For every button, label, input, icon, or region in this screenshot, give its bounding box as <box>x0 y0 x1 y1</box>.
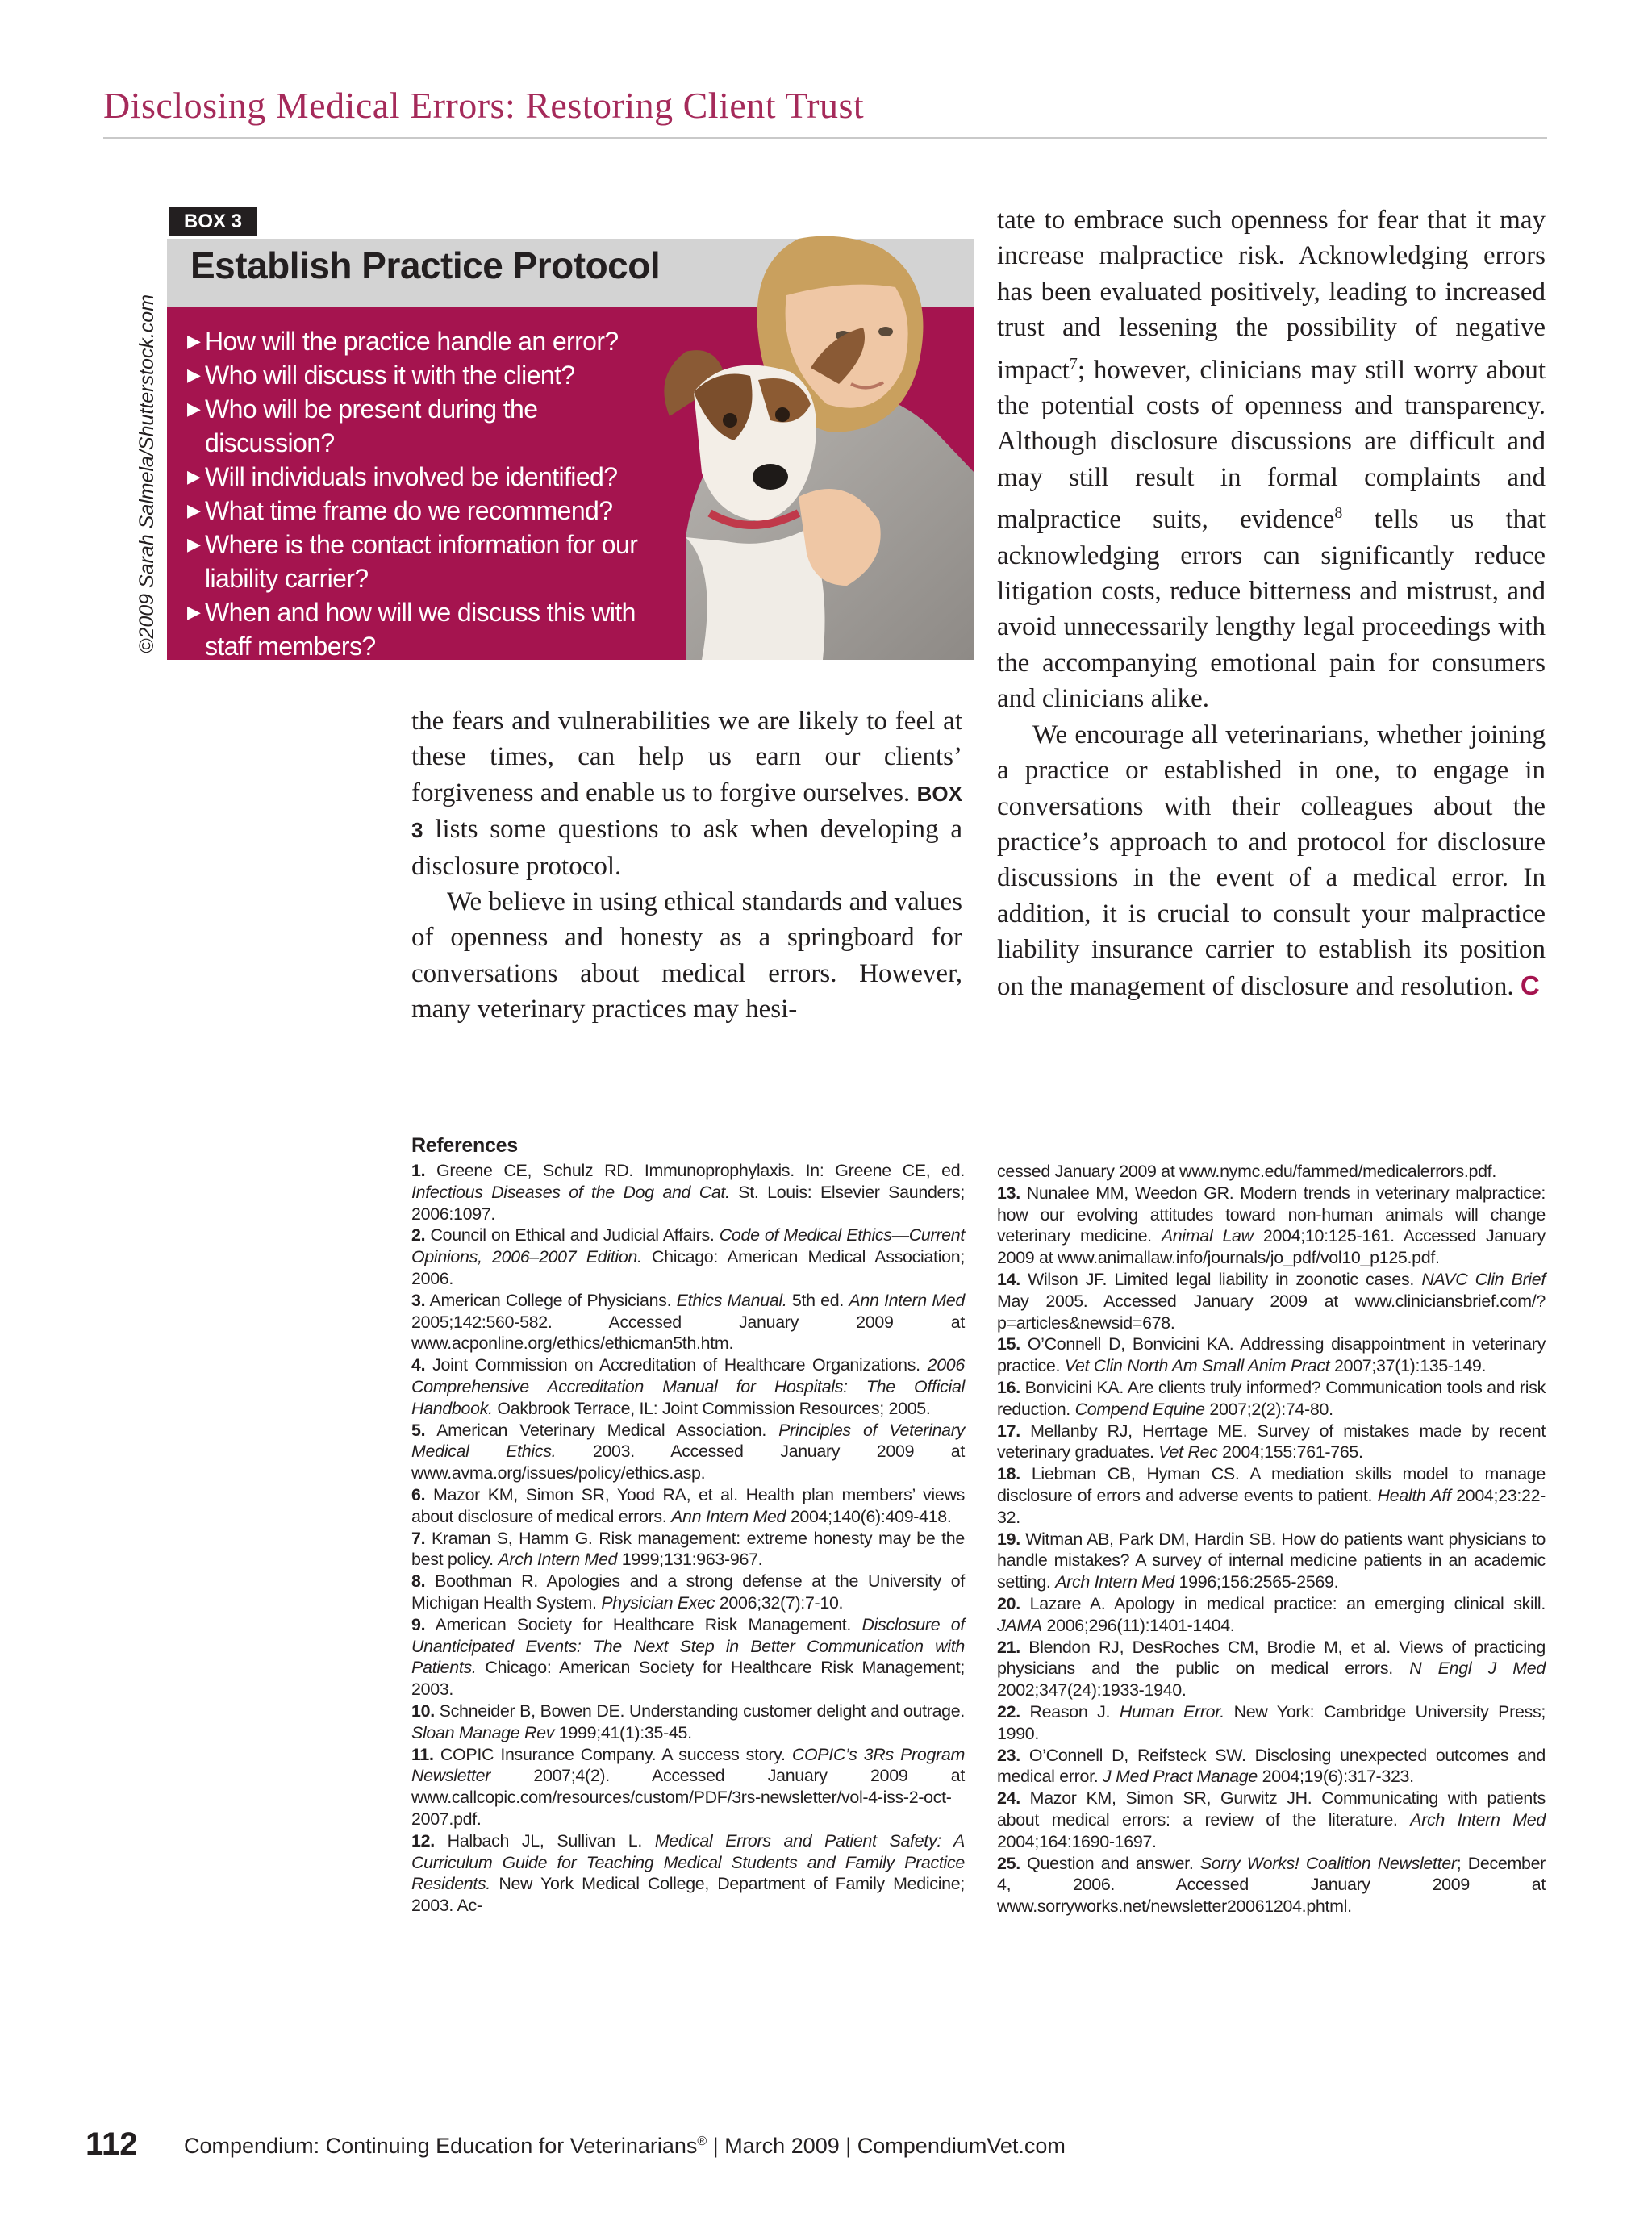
reference-text: May 2005. Accessed January 2009 at www.cliniciansbrief.com/?p=articles&newsid=678. <box>997 1291 1546 1333</box>
reference-text: cessed January 2009 at www.nymc.edu/fammed/medicalerrors.pdf. <box>997 1162 1496 1181</box>
reference-source: Infectious Diseases of the Dog and Cat. <box>411 1182 730 1202</box>
footer-journal <box>184 2134 1066 2159</box>
reference-number: 9. <box>411 1614 426 1634</box>
reference-number: 22. <box>997 1701 1020 1721</box>
reference-text: 2002;347(24):1933-1940. <box>997 1680 1187 1700</box>
reference-number: 6. <box>411 1484 426 1504</box>
reference-text: American College of Physicians. <box>425 1290 677 1310</box>
reference-entry <box>997 1269 1546 1333</box>
reference-text: Question and answer. <box>1020 1853 1200 1873</box>
reference-entry <box>411 1484 965 1528</box>
reference-text: 1996;156:2565-2569. <box>1174 1572 1339 1592</box>
reference-source: Physician Exec <box>601 1592 715 1613</box>
reference-source: Arch Intern Med <box>498 1550 618 1570</box>
body-text: tate to embrace such openness for fear that it may increase malpractice risk. Acknowledging errors has been evaluated positively, leading to increased trust and lessening the possibility of negative impact <box>997 206 1546 385</box>
reference-text: Kraman S, Hamm G. Risk management: extreme honesty may be the best policy. <box>411 1528 965 1570</box>
reference-text: Greene CE, Schulz RD. Immunoprophylaxis. In: Greene CE, ed. <box>425 1161 965 1180</box>
reference-entry <box>411 1614 965 1700</box>
reference-text: Liebman CB, Hyman CS. A mediation skills model to manage disclosure of errors and adverse events to patient. <box>997 1464 1546 1505</box>
reference-entry <box>411 1290 965 1354</box>
reference-text: Bonvicini KA. Are clients truly informed? Communication tools and risk reduction. <box>997 1377 1546 1419</box>
protocol-question <box>187 324 671 358</box>
reference-text: 2006;296(11):1401-1404. <box>1041 1615 1235 1635</box>
triangle-bullet-icon: ▶ <box>187 602 201 622</box>
protocol-question-text: How will the practice handle an error? <box>205 327 619 356</box>
protocol-question-text: When and how will we discuss this with staff members? <box>205 598 636 661</box>
reference-text: Reason J. <box>1020 1701 1120 1721</box>
protocol-question-text: Where is the contact information for our liability carrier? <box>205 530 638 593</box>
reference-text: 2004;19(6):317-323. <box>1258 1767 1414 1787</box>
reference-source: NAVC Clin Brief <box>1421 1269 1546 1289</box>
reference-text: Mazor KM, Simon SR, Yood RA, et al. Health plan members’ views about disclosure of medical errors. <box>411 1484 965 1526</box>
reference-text: 2007;4(2). Accessed January 2009 at www.callcopic.com/resources/custom/PDF/3rs-newsletter/vol-4-iss-2-oct-2007.pdf. <box>411 1766 965 1829</box>
reference-text: Mazor KM, Simon SR, Gurwitz JH. Communicating with patients about medical errors: a review of the literature. <box>997 1788 1546 1830</box>
reference-text: Witman AB, Park DM, Hardin SB. How do patients want physicians to handle mistakes? A survey of internal medicine patients in an academic setting. <box>997 1529 1546 1592</box>
reference-text: Halbach JL, Sullivan L. <box>434 1830 655 1851</box>
protocol-question-text: What time frame do we recommend? <box>205 496 613 525</box>
reference-number: 18. <box>997 1464 1020 1484</box>
body-paragraph <box>411 703 962 884</box>
reference-entry <box>997 1788 1546 1852</box>
reference-source: JAMA <box>997 1615 1042 1635</box>
reference-source: Disclosure of Unanticipated Events: The Next Step in Better Communication with Patients. <box>411 1614 965 1678</box>
child-with-dog-photo <box>637 231 974 660</box>
body-column-right <box>997 202 1546 1004</box>
reference-text: 2005;142:560-582. Accessed January 2009 at www.acponline.org/ethics/ethicman5th.htm. <box>411 1312 965 1354</box>
reference-source: Ann Intern Med <box>849 1290 966 1310</box>
reference-entry <box>997 1333 1546 1377</box>
reference-number: 5. <box>411 1420 426 1440</box>
reference-text: Mellanby RJ, Herrtage ME. Survey of mistakes made by recent veterinary graduates. <box>997 1421 1546 1463</box>
reference-text: St. Louis: Elsevier Saunders; 2006:1097. <box>411 1182 965 1224</box>
protocol-question <box>187 494 671 528</box>
reference-entry <box>411 1354 965 1419</box>
reference-text: 2004;23:22-32. <box>997 1485 1546 1527</box>
reference-number: 25. <box>997 1853 1020 1873</box>
reference-source: Arch Intern Med <box>1410 1809 1546 1830</box>
reference-entry <box>997 1637 1546 1701</box>
protocol-question <box>187 358 671 392</box>
reference-text: Boothman R. Apologies and a strong defense at the University of Michigan Health System. <box>411 1571 965 1613</box>
citation-superscript: 8 <box>1334 504 1343 523</box>
reference-text: Lazare A. Apology in medical practice: an emerging clinical skill. <box>1020 1593 1546 1613</box>
journal-name: Compendium: Continuing Education for Veterinarians <box>184 2134 698 2158</box>
reference-source: Ethics Manual. <box>676 1290 787 1310</box>
reference-entry <box>411 1420 965 1484</box>
reference-text: Council on Ethical and Judicial Affairs. <box>425 1225 720 1246</box>
reference-entry <box>997 1529 1546 1593</box>
reference-text: 5th ed. <box>786 1290 849 1310</box>
protocol-question <box>187 460 671 494</box>
reference-text: 2004;164:1690-1697. <box>997 1831 1157 1851</box>
reference-source: J Med Pract Manage <box>1103 1767 1258 1787</box>
reference-source: Arch Intern Med <box>1055 1572 1174 1592</box>
body-text: ; however, clinicians may still worry about the potential costs of openness and transparency. Although disclosure discussions are difficult and may still result in formal complaints and malpractice suits, evidence <box>997 355 1546 535</box>
reference-number: 19. <box>997 1529 1020 1549</box>
box-tag: BOX 3 <box>169 207 257 236</box>
reference-text: Chicago: American Society for Healthcare Risk Management; 2003. <box>411 1658 965 1700</box>
body-text: the fears and vulnerabilities we are likely to feel at these times, can help us earn our clients’ forgiveness and enable us to forgive ourselves. <box>411 707 962 807</box>
reference-text: 2007;37(1):135-149. <box>1329 1356 1487 1376</box>
photo-credit: ©2009 Sarah Salmela/Shutterstock.com <box>136 294 158 653</box>
reference-entry <box>411 1744 965 1830</box>
reference-source: Animal Law <box>1161 1226 1254 1246</box>
reference-number: 20. <box>997 1593 1020 1613</box>
reference-number: 15. <box>997 1334 1020 1354</box>
reference-source: Human Error. <box>1119 1701 1224 1721</box>
reference-text: Schneider B, Bowen DE. Understanding customer delight and outrage. <box>434 1700 965 1721</box>
box-title: Establish Practice Protocol <box>190 244 661 286</box>
reference-source: Code of Medical Ethics—Current Opinions, 2006–2007 Edition. <box>411 1225 966 1267</box>
triangle-bullet-icon: ▶ <box>187 331 201 351</box>
reference-text: 1999;131:963-967. <box>617 1550 763 1570</box>
reference-source: Principles of Veterinary Medical Ethics. <box>411 1420 965 1462</box>
triangle-bullet-icon: ▶ <box>187 365 201 385</box>
reference-number: 23. <box>997 1745 1020 1765</box>
reference-number: 12. <box>411 1830 435 1851</box>
body-text: lists some questions to ask when developing a disclosure protocol. <box>411 815 962 881</box>
reference-text: American Society for Healthcare Risk Management. <box>425 1614 862 1634</box>
reference-text: ; December 4, 2006. Accessed January 2009 at www.sorryworks.net/newsletter20061204.phtml. <box>997 1853 1546 1917</box>
reference-entry <box>411 1571 965 1614</box>
reference-text: 2003. Accessed January 2009 at www.avma.org/issues/policy/ethics.asp. <box>411 1442 965 1483</box>
reference-text: O’Connell D, Bonvicini KA. Addressing disappointment in veterinary practice. <box>997 1334 1546 1376</box>
protocol-question <box>187 528 640 595</box>
references-column-right <box>997 1161 1546 1917</box>
reference-number: 1. <box>411 1161 426 1180</box>
reference-text: 2004;155:761-765. <box>1217 1442 1363 1463</box>
box-reference: BOX 3 <box>411 781 962 843</box>
reference-source: Ann Intern Med <box>671 1506 786 1526</box>
reference-number: 10. <box>411 1700 435 1721</box>
reference-source: Sloan Manage Rev <box>411 1722 555 1742</box>
reference-text: Nunalee MM, Weedon GR. Modern trends in veterinary malpractice: how our evolving attitudes toward non-human animals will change veterinary medicine. <box>997 1183 1546 1246</box>
body-paragraph <box>997 202 1546 717</box>
reference-entry <box>997 1463 1546 1528</box>
references-heading: References <box>411 1134 518 1157</box>
reference-number: 3. <box>411 1290 426 1310</box>
citation-superscript: 7 <box>1069 354 1078 373</box>
reference-number: 7. <box>411 1528 426 1548</box>
reference-entry <box>997 1161 1546 1183</box>
registered-mark: ® <box>697 2134 707 2148</box>
body-paragraph <box>997 717 1546 1004</box>
reference-text: 2004;140(6):409-418. <box>786 1506 952 1526</box>
body-paragraph: We believe in using ethical standards and values of openness and honesty as a springboard for conversations about medical errors. However, many veterinary practices may hesi- <box>411 887 962 1024</box>
reference-entry <box>997 1593 1546 1637</box>
header-rule <box>103 137 1547 139</box>
reference-text: Oakbrook Terrace, IL: Joint Commission Resources; 2005. <box>492 1398 931 1418</box>
running-head: Disclosing Medical Errors: Restoring Client Trust <box>103 85 865 126</box>
reference-text: New York: Cambridge University Press; 1990. <box>997 1701 1546 1743</box>
reference-entry <box>997 1701 1546 1745</box>
protocol-question-list <box>187 324 671 663</box>
reference-source: 2006 Comprehensive Accreditation Manual for Hospitals: The Official Handbook. <box>411 1355 965 1418</box>
reference-source: Sorry Works! Coalition Newsletter <box>1199 1853 1457 1873</box>
body-column-left <box>411 703 962 1028</box>
reference-source: COPIC’s 3Rs Program Newsletter <box>411 1744 966 1786</box>
triangle-bullet-icon: ▶ <box>187 399 201 419</box>
reference-number: 16. <box>997 1377 1020 1397</box>
reference-source: Medical Errors and Patient Safety: A Curriculum Guide for Teaching Medical Students and Family Practice Residents. <box>411 1830 965 1894</box>
reference-text: 2007;2(2):74-80. <box>1204 1399 1333 1419</box>
reference-source: Health Aff <box>1377 1485 1451 1505</box>
reference-entry <box>411 1528 965 1571</box>
protocol-question-text: Will individuals involved be identified? <box>205 462 618 491</box>
body-text: tells us that acknowledging errors can significantly reduce litigation costs, reduce bitterness and mistrust, and avoid unnecessarily lengthy legal proceedings with the accompanying emotional pain for consumers and clinicians alike. <box>997 505 1546 714</box>
reference-text: O’Connell D, Reifsteck SW. Disclosing unexpected outcomes and medical error. <box>997 1745 1546 1787</box>
reference-entry <box>997 1377 1546 1421</box>
reference-text: Wilson JF. Limited legal liability in zoonotic cases. <box>1020 1269 1422 1289</box>
reference-text: 2004;10:125-161. Accessed January 2009 at www.animallaw.info/journals/jo_pdf/vol10_p125.pdf. <box>997 1226 1546 1268</box>
end-mark: C <box>1520 970 1540 1000</box>
reference-source: N Engl J Med <box>1409 1659 1546 1679</box>
protocol-question-text: Who will discuss it with the client? <box>205 361 575 390</box>
reference-text: Joint Commission on Accreditation of Healthcare Organizations. <box>425 1355 928 1375</box>
reference-number: 4. <box>411 1355 426 1375</box>
reference-number: 14. <box>997 1269 1020 1289</box>
reference-source: Compend Equine <box>1074 1399 1205 1419</box>
protocol-question <box>187 595 640 663</box>
reference-text: COPIC Insurance Company. A success story. <box>433 1744 792 1764</box>
reference-text: Blendon RJ, DesRoches CM, Brodie M, et al. Views of practicing physicians and the public on medical errors. <box>997 1637 1546 1679</box>
reference-number: 17. <box>997 1421 1020 1441</box>
reference-number: 13. <box>997 1183 1020 1203</box>
reference-number: 2. <box>411 1225 426 1246</box>
reference-entry <box>997 1853 1546 1917</box>
page-number: 112 <box>86 2126 138 2162</box>
reference-entry <box>997 1183 1546 1269</box>
reference-source: Vet Rec <box>1158 1442 1218 1463</box>
reference-entry <box>411 1160 965 1225</box>
photo-illustration <box>637 231 974 660</box>
protocol-question <box>187 392 671 460</box>
reference-number: 21. <box>997 1637 1020 1657</box>
references-column-left <box>411 1131 965 1917</box>
reference-text: 2006;32(7):7-10. <box>715 1592 844 1613</box>
reference-number: 8. <box>411 1571 426 1592</box>
body-text: We encourage all veterinarians, whether joining a practice or established in one, to engage in conversations with their colleagues about the practice’s approach to and protocol for disclosure discussions in the event of a medical error. In addition, it is crucial to consult your malpractice liability insurance carrier to establish its position on the management of disclosure and resolution. <box>997 720 1546 1001</box>
reference-entry <box>997 1421 1546 1464</box>
reference-text: 1999;41(1):35-45. <box>554 1722 692 1742</box>
reference-number: 24. <box>997 1788 1020 1809</box>
triangle-bullet-icon: ▶ <box>187 500 201 520</box>
reference-text: Chicago: American Medical Association; 2006. <box>411 1247 965 1288</box>
footer-issue: | March 2009 | CompendiumVet.com <box>707 2134 1066 2158</box>
reference-text: New York Medical College, Department of Family Medicine; 2003. Ac- <box>411 1874 965 1916</box>
reference-text: American Veterinary Medical Association. <box>425 1420 779 1440</box>
reference-number: 11. <box>411 1744 434 1764</box>
reference-source: Vet Clin North Am Small Anim Pract <box>1064 1356 1330 1376</box>
reference-entry <box>997 1745 1546 1788</box>
reference-entry <box>411 1830 965 1917</box>
reference-entry <box>411 1225 965 1289</box>
triangle-bullet-icon: ▶ <box>187 534 201 554</box>
protocol-question-text: Who will be present during the discussion? <box>205 394 538 457</box>
triangle-bullet-icon: ▶ <box>187 466 201 486</box>
reference-entry <box>411 1700 965 1744</box>
